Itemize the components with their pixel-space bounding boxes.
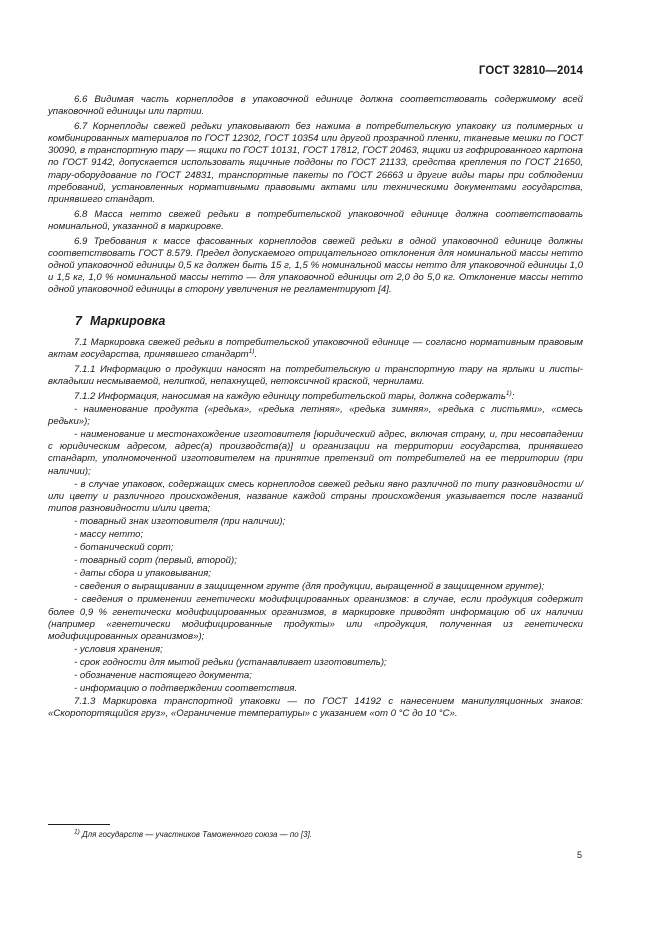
footnote-ref[interactable]: 1) <box>248 347 255 355</box>
footnote-divider <box>48 824 110 825</box>
list-item: - информацию о подтверждении соответствия. <box>74 683 298 695</box>
document-body <box>48 94 583 723</box>
list-item: - сведения о применении генетически модифицированных организмов: в случае, если продукция содержит более 0,9 % генетически модифицированных организмов, в маркировке приводят информацию об их наличии (например «генетически модифицированные продукты» или «продукция, полученная из генетически модифицированных организмов»); <box>48 594 583 642</box>
section-7-heading <box>75 315 583 327</box>
paragraph-6-6: 6.6 Видимая часть корнеплодов в упаковочной единице должна соответствовать содержимому всей упаковочной единицы или партии. <box>48 94 583 118</box>
list-item: - в случае упаковок, содержащих смесь корнеплодов свежей редьки явно различной по типу разновидности и/или цвету и различного происхождения, название каждой страны происхождения указывается после названий типов разновидности и/или цвета; <box>48 478 583 514</box>
paragraph-6-8: 6.8 Масса нетто свежей редьки в потребительской упаковочной единице должна соответствовать номинальной, указанной в маркировке. <box>48 208 583 232</box>
page-number: 5 <box>576 850 582 860</box>
paragraph-7-1-3: 7.1.3 Маркировка транспортной упаковки — по ГОСТ 14192 с нанесением манипуляционных знаков: «Скоропортящийся груз», «Ограничение температуры» с указанием «от 0 °С до 10 °С». <box>48 696 583 720</box>
paragraph-7-1-text: 7.1 Маркировка свежей редьки в потребительской упаковочной единице — согласно нормативным правовым актам государства, принявшего стандарт <box>48 336 583 360</box>
paragraph-7-1: 7.1 Маркировка свежей редьки в потребительской упаковочной единице — согласно нормативным правовым актам государства, принявшего стандарт$^{1)}$. <box>48 336 583 360</box>
list-item: - обозначение настоящего документа; <box>74 670 252 682</box>
paragraph-6-7: 6.7 Корнеплоды свежей редьки упаковывают без нажима в потребительскую упаковку из полимерных и комбинированных материалов по ГОСТ 12302, ГОСТ 10354 или другой прозрачной пленки, тканевые мешки по ГОСТ 30090, в транспортную тару — ящики по ГОСТ 10131, ГОСТ 17812, ГОСТ 20463, ящики из гофрированного картона по ГОСТ 9142, допускается использовать ящичные поддоны по ГОСТ 21133, средства крепления по ГОСТ 21650, тару-оборудование по ГОСТ 24831, транспортные пакеты по ГОСТ 26663 и другие виды тары при соблюдении требований, установленных нормативными правовыми актами или техническими документами государства, принявшего стандарт. <box>48 121 583 205</box>
list-item: - сведения о выращивании в защищенном грунте (для продукции, выращенной в защищенном грунте); <box>74 581 545 593</box>
footnote-ref[interactable]: 1) <box>505 389 512 397</box>
list-item: - наименование и местонахождение изготовителя [юридический адрес, включая страну, и, при несовпадении с юридическим адресом, адрес(а) производств(а)] и организации на территории государства, принявшего стандарт, уполномоченной изготовителем на принятие претензий от потребителей на ее территории (при наличии); <box>48 429 583 477</box>
paragraph-7-1-1: 7.1.1 Информацию о продукции наносят на потребительскую и транспортную тару на ярлыки и листы-вкладыши несмываемой, нелипкой, непахнущей, нетоксичной краской, чернилами. <box>48 363 583 387</box>
list-item: - ботанический сорт; <box>74 542 174 554</box>
section-title: Маркировка <box>89 313 166 328</box>
list-item: - условия хранения; <box>74 643 163 655</box>
paragraph-7-1-2-text: 7.1.2 Информация, наносимая на каждую единицу потребительской тары, должна содержать <box>74 390 506 402</box>
paragraph-6-9: 6.9 Требования к массе фасованных корнеплодов свежей редьки в одной упаковочной единице должны соответствовать ГОСТ 8.579. Предел допускаемого отрицательного отклонения для номинальной массы нетто одной упаковочной единицы 0,5 кг должен быть 15 г, 1,5 % номинальной массы нетто для упаковочной единицы 1,0 и 1,5 кг, 1,0 % номинальной массы нетто — для упаковочной единицы от 2,0 до 5,0 кг. Отклонение массы нетто одной упаковочной единицы в сторону увеличения не регламентируют [4]. <box>48 236 583 296</box>
paragraph-7-1-2 <box>48 391 583 403</box>
standard-designation: ГОСТ 32810—2014 <box>478 65 583 77</box>
list-item: - массу нетто; <box>74 529 144 540</box>
footnote <box>74 830 574 839</box>
list-item: - товарный знак изготовителя (при наличии); <box>74 515 286 527</box>
list-item: - срок годности для мытой редьки (устанавливает изготовитель); <box>74 656 387 668</box>
footnote-marker: 1) <box>74 828 80 836</box>
list-item: - даты сбора и упаковывания; <box>74 568 211 580</box>
list-item: - товарный сорт (первый, второй); <box>74 555 237 567</box>
section-number: 7 <box>75 313 82 328</box>
list-item: - наименование продукта («редька», «редька летняя», «редька зимняя», «редька с листьями», «смесь редьки»); <box>48 404 583 428</box>
paragraph-7-1-2-colon: : <box>511 390 515 402</box>
footnote-text: Для государств — участников Таможенного союза — по [3]. <box>82 830 313 839</box>
